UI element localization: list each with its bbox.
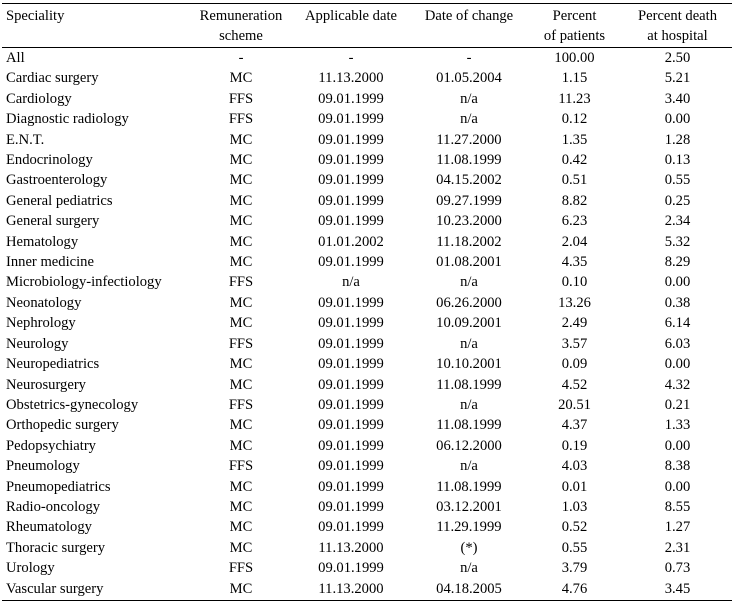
cell-date-of-change: 11.08.1999 xyxy=(436,376,502,393)
cell-remuneration-scheme: FFS xyxy=(228,458,254,475)
column-header-date-of-change: Date of change xyxy=(412,4,526,27)
cell-percent-patients: 2.04 xyxy=(561,233,588,250)
table-row xyxy=(2,558,732,578)
cell-applicable-date: 09.01.1999 xyxy=(318,560,384,577)
cell-date-of-change: n/a xyxy=(460,111,478,128)
cell-speciality: Neurosurgery xyxy=(6,376,86,393)
cell-applicable-date: 09.01.1999 xyxy=(318,519,384,536)
cell-percent-death: 1.27 xyxy=(664,519,691,536)
table-row xyxy=(2,375,732,395)
cell-percent-patients: 100.00 xyxy=(554,50,595,66)
table-row xyxy=(2,89,732,109)
table-row xyxy=(2,395,732,415)
cell-percent-death: 1.33 xyxy=(664,417,691,434)
cell-speciality: Rheumatology xyxy=(6,519,92,536)
cell-remuneration-scheme: MC xyxy=(229,478,253,495)
cell-percent-patients: 4.76 xyxy=(526,579,623,601)
cell-applicable-date: 09.01.1999 xyxy=(318,315,384,332)
cell-percent-death: 0.00 xyxy=(664,111,691,128)
cell-date-of-change: 06.26.2000 xyxy=(436,294,502,311)
cell-percent-death: 0.73 xyxy=(664,560,691,577)
cell-percent-death: 6.03 xyxy=(664,335,691,352)
table-header xyxy=(2,4,732,48)
cell-percent-death: 8.29 xyxy=(664,254,691,271)
cell-applicable-date: 09.01.1999 xyxy=(318,356,384,373)
cell-applicable-date: 09.01.1999 xyxy=(318,417,384,434)
cell-remuneration-scheme: MC xyxy=(229,315,253,332)
cell-percent-death: 3.45 xyxy=(623,579,732,601)
cell-speciality: Orthopedic surgery xyxy=(6,417,119,434)
cell-speciality: Cardiac surgery xyxy=(6,70,99,87)
cell-remuneration-scheme: FFS xyxy=(228,274,254,291)
cell-percent-death: 1.28 xyxy=(664,131,691,148)
cell-percent-death: 4.32 xyxy=(664,376,691,393)
table-row xyxy=(2,313,732,333)
cell-speciality: Hematology xyxy=(6,233,79,250)
table-row xyxy=(2,232,732,252)
column-header-percent-death-line2: at hospital xyxy=(623,26,732,48)
table-row xyxy=(2,477,732,497)
cell-applicable-date: 11.13.2000 xyxy=(290,579,412,601)
cell-speciality: Vascular surgery xyxy=(2,579,192,601)
column-header-remuneration-scheme: Remuneration xyxy=(192,4,290,27)
cell-speciality: Neuropediatrics xyxy=(6,356,100,373)
cell-remuneration-scheme: MC xyxy=(229,172,253,189)
table-row xyxy=(2,109,732,129)
cell-remuneration-scheme: MC xyxy=(229,213,253,230)
cell-speciality: General pediatrics xyxy=(6,192,113,209)
cell-applicable-date: 09.01.1999 xyxy=(318,192,384,209)
cell-percent-death: 0.00 xyxy=(664,356,691,373)
cell-applicable-date: n/a xyxy=(342,274,360,291)
cell-percent-death: 2.34 xyxy=(664,213,691,230)
table-row xyxy=(2,354,732,374)
column-header-speciality: Speciality xyxy=(2,4,192,27)
cell-speciality: Obstetrics-gynecology xyxy=(6,396,139,413)
cell-percent-death: 0.00 xyxy=(664,274,691,291)
table-row xyxy=(2,456,732,476)
cell-percent-patients: 8.82 xyxy=(561,192,588,209)
table-row xyxy=(2,170,732,190)
table-row xyxy=(2,517,732,537)
cell-date-of-change: 03.12.2001 xyxy=(436,498,502,515)
cell-remuneration-scheme: MC xyxy=(192,579,290,601)
cell-percent-patients: 1.15 xyxy=(561,70,588,87)
cell-date-of-change: 10.09.2001 xyxy=(436,315,502,332)
cell-percent-patients: 0.42 xyxy=(561,152,588,169)
cell-remuneration-scheme: MC xyxy=(229,539,253,556)
cell-date-of-change: n/a xyxy=(460,560,478,577)
cell-percent-death: 3.40 xyxy=(664,90,691,107)
cell-percent-patients: 4.37 xyxy=(561,417,588,434)
column-header-percent-death: Percent death xyxy=(623,4,732,27)
cell-applicable-date: 09.01.1999 xyxy=(318,254,384,271)
table-row xyxy=(2,48,732,69)
cell-speciality: Nephrology xyxy=(6,315,76,332)
cell-percent-patients: 1.35 xyxy=(561,131,588,148)
column-header-percent-patients-line2: of patients xyxy=(526,26,623,48)
cell-date-of-change: (*) xyxy=(460,539,478,556)
cell-percent-patients: 0.09 xyxy=(561,356,588,373)
cell-applicable-date: 09.01.1999 xyxy=(318,90,384,107)
cell-remuneration-scheme: MC xyxy=(229,131,253,148)
cell-percent-death: 5.32 xyxy=(664,233,691,250)
cell-percent-death: 8.38 xyxy=(664,458,691,475)
cell-percent-death: 0.38 xyxy=(664,294,691,311)
cell-applicable-date: 09.01.1999 xyxy=(318,172,384,189)
cell-remuneration-scheme: MC xyxy=(229,519,253,536)
cell-remuneration-scheme: MC xyxy=(229,498,253,515)
cell-remuneration-scheme: MC xyxy=(229,254,253,271)
table-row xyxy=(2,68,732,88)
cell-speciality: Cardiology xyxy=(6,90,72,107)
column-header-applicable-date-line2 xyxy=(290,26,412,48)
cell-date-of-change: 06.12.2000 xyxy=(436,437,502,454)
cell-percent-death: 0.21 xyxy=(664,396,691,413)
cell-remuneration-scheme: MC xyxy=(229,152,253,169)
cell-percent-patients: 0.55 xyxy=(561,539,588,556)
cell-date-of-change: 10.23.2000 xyxy=(436,213,502,230)
cell-speciality: Radio-oncology xyxy=(6,498,101,515)
cell-remuneration-scheme: FFS xyxy=(228,111,254,128)
cell-applicable-date: 09.01.1999 xyxy=(318,335,384,352)
cell-speciality: Pneumopediatrics xyxy=(6,478,111,495)
cell-applicable-date: 09.01.1999 xyxy=(318,376,384,393)
cell-speciality: General surgery xyxy=(6,213,100,230)
cell-percent-death: 0.25 xyxy=(664,192,691,209)
cell-speciality: Microbiology-infectiology xyxy=(6,274,162,291)
cell-date-of-change: 11.08.1999 xyxy=(436,478,502,495)
cell-date-of-change: - xyxy=(466,50,472,66)
column-header-speciality-line2 xyxy=(2,26,192,48)
cell-date-of-change: n/a xyxy=(460,396,478,413)
cell-percent-patients: 6.23 xyxy=(561,213,588,230)
cell-percent-death: 0.00 xyxy=(664,478,691,495)
table-row xyxy=(2,252,732,272)
cell-applicable-date: 11.13.2000 xyxy=(318,539,384,556)
cell-percent-patients: 20.51 xyxy=(558,396,591,413)
cell-remuneration-scheme: MC xyxy=(229,417,253,434)
table-row xyxy=(2,415,732,435)
cell-speciality: Urology xyxy=(6,560,55,577)
cell-percent-patients: 11.23 xyxy=(558,90,591,107)
cell-date-of-change: 11.27.2000 xyxy=(436,131,502,148)
cell-remuneration-scheme: FFS xyxy=(228,396,254,413)
cell-percent-death: 2.31 xyxy=(664,539,691,556)
cell-speciality: Thoracic surgery xyxy=(6,539,106,556)
cell-applicable-date: 09.01.1999 xyxy=(318,498,384,515)
cell-speciality: Gastroenterology xyxy=(6,172,108,189)
cell-date-of-change: 11.29.1999 xyxy=(436,519,502,536)
cell-speciality: Inner medicine xyxy=(6,254,94,271)
table-row xyxy=(2,538,732,558)
cell-speciality: Neonatology xyxy=(6,294,82,311)
cell-date-of-change: 04.18.2005 xyxy=(412,579,526,601)
cell-percent-patients: 0.01 xyxy=(561,478,588,495)
cell-percent-death: 0.55 xyxy=(664,172,691,189)
cell-date-of-change: n/a xyxy=(460,90,478,107)
cell-percent-death: 0.00 xyxy=(664,437,691,454)
cell-percent-patients: 3.79 xyxy=(561,560,588,577)
cell-percent-patients: 3.57 xyxy=(561,335,588,352)
cell-applicable-date: 09.01.1999 xyxy=(318,131,384,148)
cell-percent-death: 6.14 xyxy=(664,315,691,332)
cell-percent-patients: 13.26 xyxy=(558,294,591,311)
cell-remuneration-scheme: MC xyxy=(229,192,253,209)
cell-applicable-date: 09.01.1999 xyxy=(318,213,384,230)
cell-percent-death: 0.13 xyxy=(664,152,691,169)
cell-date-of-change: 01.05.2004 xyxy=(436,70,502,87)
cell-date-of-change: n/a xyxy=(460,274,478,291)
cell-remuneration-scheme: MC xyxy=(229,70,253,87)
table-body xyxy=(2,48,732,601)
cell-applicable-date: 11.13.2000 xyxy=(318,70,384,87)
cell-remuneration-scheme: FFS xyxy=(228,90,254,107)
cell-percent-patients: 0.19 xyxy=(561,437,588,454)
cell-percent-patients: 0.51 xyxy=(561,172,588,189)
cell-date-of-change: 11.08.1999 xyxy=(436,417,502,434)
table-row xyxy=(2,130,732,150)
cell-percent-patients: 1.03 xyxy=(561,498,588,515)
cell-remuneration-scheme: MC xyxy=(229,294,253,311)
cell-percent-patients: 0.52 xyxy=(561,519,588,536)
cell-remuneration-scheme: MC xyxy=(229,376,253,393)
cell-speciality: Diagnostic radiology xyxy=(6,111,129,128)
cell-date-of-change: 09.27.1999 xyxy=(436,192,502,209)
cell-speciality: Endocrinology xyxy=(6,152,93,169)
table-row xyxy=(2,191,732,211)
cell-applicable-date: 09.01.1999 xyxy=(318,152,384,169)
column-header-date-of-change-line2 xyxy=(412,26,526,48)
cell-speciality: All xyxy=(6,50,25,66)
table-row xyxy=(2,497,732,517)
cell-applicable-date: 01.01.2002 xyxy=(318,233,384,250)
cell-date-of-change: 11.18.2002 xyxy=(436,233,502,250)
cell-speciality: Neurology xyxy=(6,335,69,352)
cell-applicable-date: 09.01.1999 xyxy=(318,111,384,128)
cell-remuneration-scheme: MC xyxy=(229,233,253,250)
cell-percent-patients: 4.52 xyxy=(561,376,588,393)
cell-remuneration-scheme: FFS xyxy=(228,335,254,352)
cell-percent-patients: 4.35 xyxy=(561,254,588,271)
cell-date-of-change: 11.08.1999 xyxy=(436,152,502,169)
cell-speciality: E.N.T. xyxy=(6,131,45,148)
cell-remuneration-scheme: MC xyxy=(229,437,253,454)
column-header-remuneration-scheme-line2: scheme xyxy=(192,26,290,48)
cell-percent-patients: 4.03 xyxy=(561,458,588,475)
cell-percent-patients: 0.10 xyxy=(561,274,588,291)
column-header-percent-patients: Percent xyxy=(526,4,623,27)
cell-applicable-date: 09.01.1999 xyxy=(318,294,384,311)
cell-percent-death: 2.50 xyxy=(664,50,691,66)
cell-percent-patients: 2.49 xyxy=(561,315,588,332)
cell-percent-death: 8.55 xyxy=(664,498,691,515)
cell-remuneration-scheme: FFS xyxy=(228,560,254,577)
table-row xyxy=(2,150,732,170)
table-row xyxy=(2,436,732,456)
cell-applicable-date: 09.01.1999 xyxy=(318,458,384,475)
cell-date-of-change: 04.15.2002 xyxy=(436,172,502,189)
cell-speciality: Pedopsychiatry xyxy=(6,437,96,454)
table-row xyxy=(2,211,732,231)
cell-remuneration-scheme: MC xyxy=(229,356,253,373)
cell-date-of-change: n/a xyxy=(460,335,478,352)
cell-applicable-date: - xyxy=(348,50,354,66)
cell-date-of-change: 10.10.2001 xyxy=(436,356,502,373)
table-row xyxy=(2,579,732,601)
table-row xyxy=(2,293,732,313)
cell-percent-death: 5.21 xyxy=(664,70,691,87)
cell-applicable-date: 09.01.1999 xyxy=(318,396,384,413)
cell-date-of-change: 01.08.2001 xyxy=(436,254,502,271)
cell-applicable-date: 09.01.1999 xyxy=(318,437,384,454)
cell-date-of-change: n/a xyxy=(460,458,478,475)
table-row xyxy=(2,272,732,292)
cell-percent-patients: 0.12 xyxy=(561,111,588,128)
cell-remuneration-scheme: - xyxy=(238,50,244,66)
cell-applicable-date: 09.01.1999 xyxy=(318,478,384,495)
table-row xyxy=(2,334,732,354)
cell-speciality: Pneumology xyxy=(6,458,80,475)
speciality-table xyxy=(2,3,732,601)
column-header-applicable-date: Applicable date xyxy=(290,4,412,27)
